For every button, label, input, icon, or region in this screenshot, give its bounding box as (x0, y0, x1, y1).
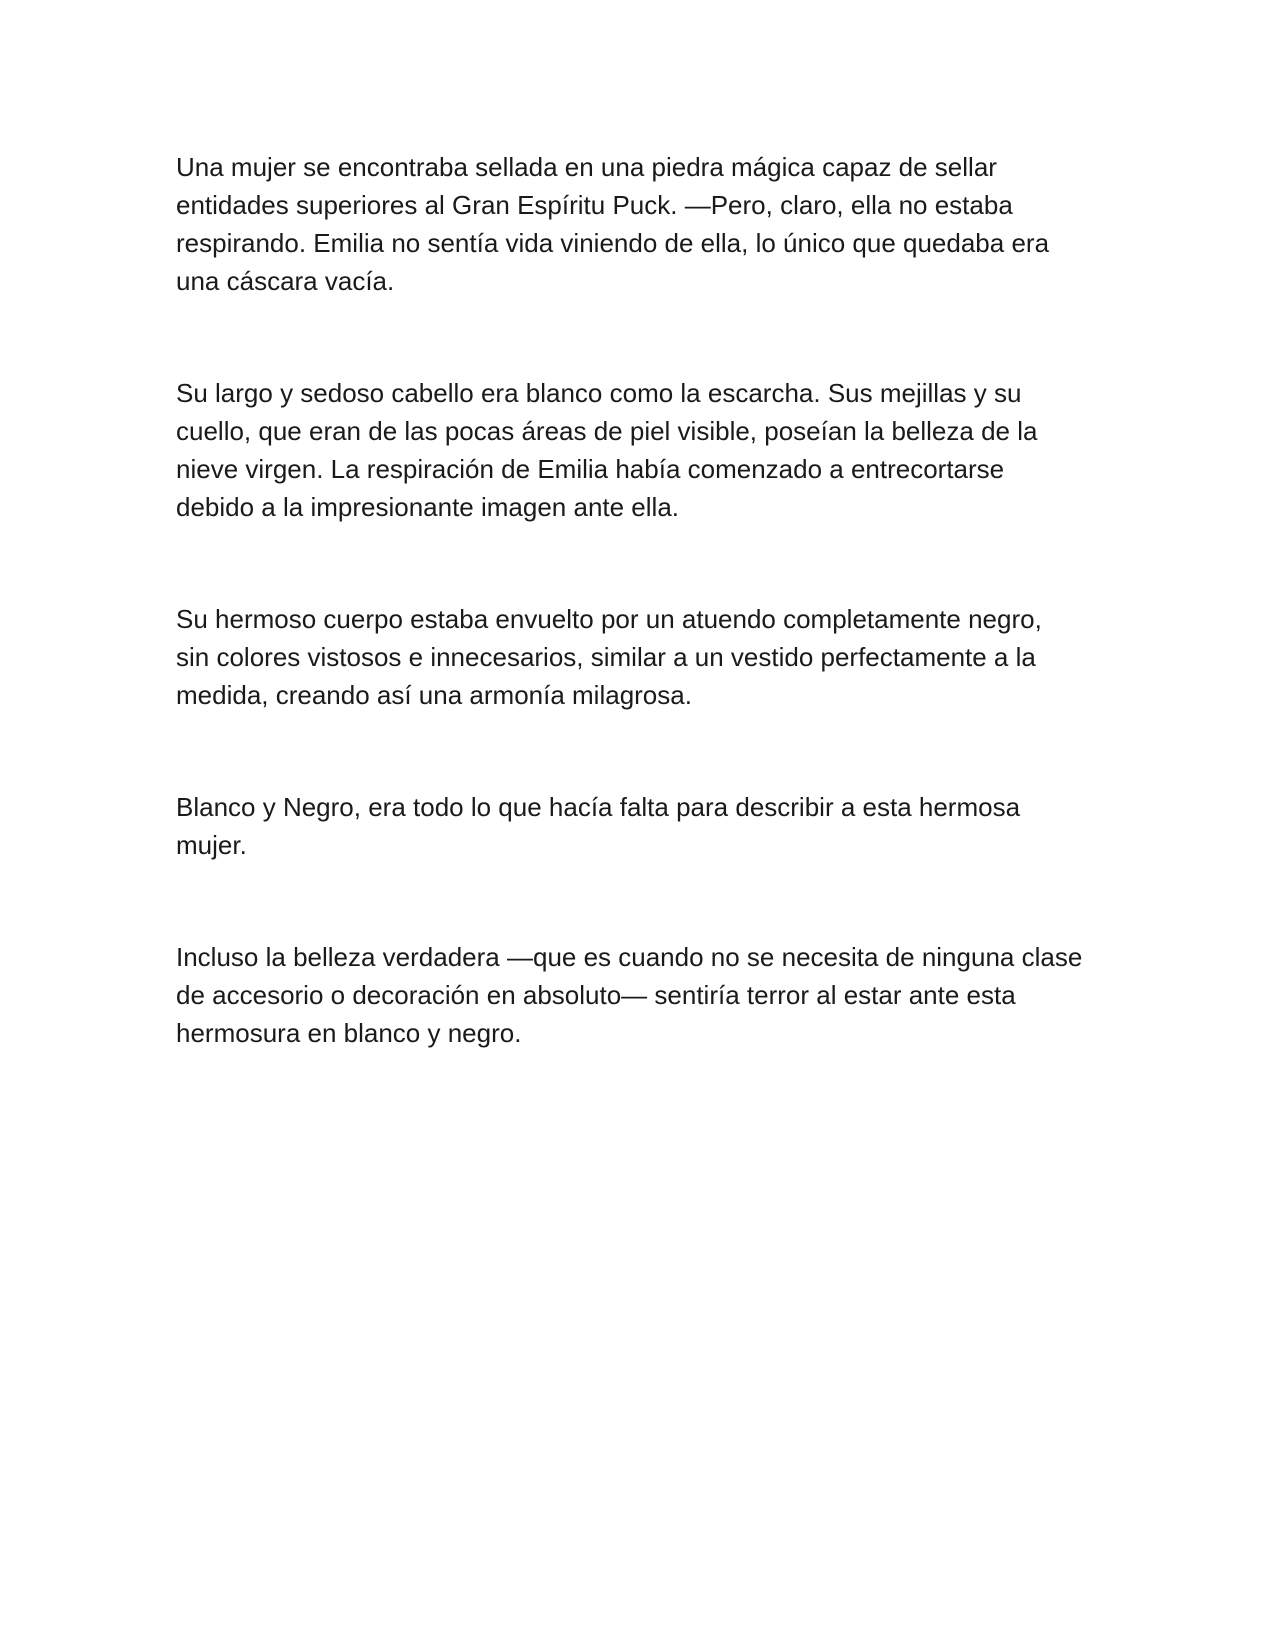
paragraph-line: Incluso la belleza verdadera —que es cuando no se necesita de ninguna clase (176, 942, 1083, 972)
paragraph-line: debido a la impresionante imagen ante ella. (176, 492, 680, 522)
paragraph-2 (176, 374, 1116, 526)
paragraph-line: Blanco y Negro, era todo lo que hacía falta para describir a esta hermosa (176, 792, 1021, 822)
paragraph-line: nieve virgen. La respiración de Emilia había comenzado a entrecortarse (176, 454, 1005, 484)
paragraph-line: Su hermoso cuerpo estaba envuelto por un atuendo completamente negro, (176, 604, 1042, 634)
paragraph-line: cuello, que eran de las pocas áreas de piel visible, poseían la belleza de la (176, 416, 1038, 446)
paragraph-5 (176, 938, 1116, 1052)
paragraph-line: entidades superiores al Gran Espíritu Puck. —Pero, claro, ella no estaba (176, 190, 1013, 220)
paragraph-line: sin colores vistosos e innecesarios, similar a un vestido perfectamente a la (176, 642, 1036, 672)
paragraph-line: una cáscara vacía. (176, 266, 395, 296)
paragraph-line: respirando. Emilia no sentía vida viniendo de ella, lo único que quedaba era (176, 228, 1050, 258)
paragraph-3 (176, 600, 1116, 714)
paragraph-line: Su largo y sedoso cabello era blanco como la escarcha. Sus mejillas y su (176, 378, 1022, 408)
paragraph-1 (176, 148, 1116, 300)
paragraph-line: medida, creando así una armonía milagrosa. (176, 680, 692, 710)
paragraph-4 (176, 788, 1116, 864)
paragraph-line: Una mujer se encontraba sellada en una piedra mágica capaz de sellar (176, 152, 997, 182)
paragraph-line: mujer. (176, 830, 247, 860)
paragraph-line: hermosura en blanco y negro. (176, 1018, 522, 1048)
paragraph-line: de accesorio o decoración en absoluto— sentiría terror al estar ante esta (176, 980, 1016, 1010)
document-body (176, 148, 1116, 1052)
